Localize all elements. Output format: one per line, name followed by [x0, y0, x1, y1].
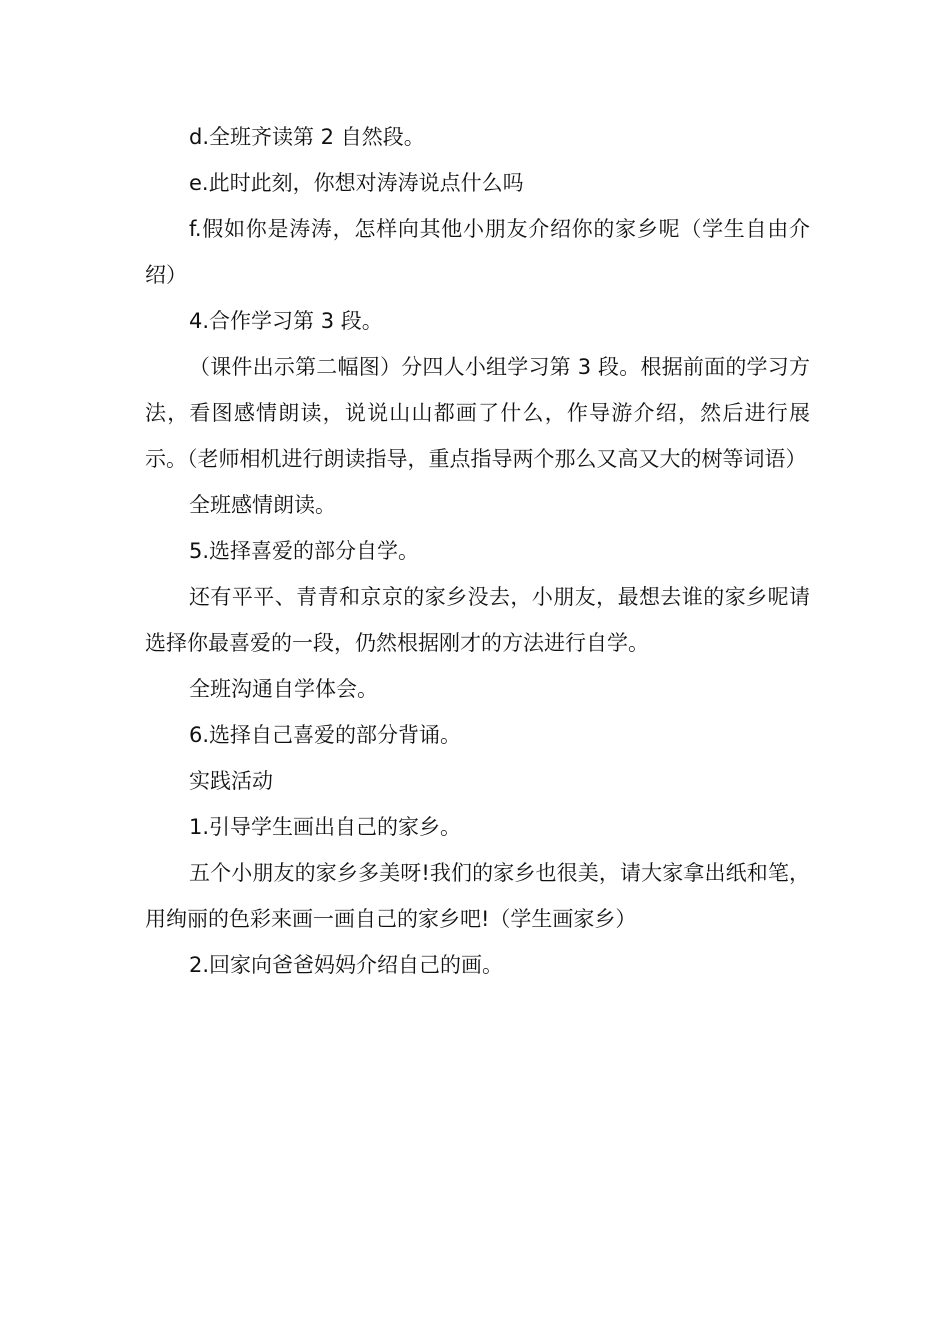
paragraph-section-4-body: （课件出示第二幅图）分四人小组学习第 3 段。根据前面的学习方法，看图感情朗读，说说山山都画了什么，作导游介绍，然后进行展示。（老师相机进行朗读指导，重点指导两个那么又高又大的树等词语） [145, 355, 810, 471]
paragraph-practice-1: 1.引导学生画出自己的家乡。 [189, 815, 462, 839]
paragraph-practice-heading: 实践活动 [189, 769, 273, 793]
paragraph-practice-2: 2.回家向爸爸妈妈介绍自己的画。 [189, 953, 504, 977]
paragraph-class-reading: 全班感情朗读。 [189, 493, 336, 517]
paragraph-section-6: 6.选择自己喜爱的部分背诵。 [189, 723, 462, 747]
paragraph-step-e: e.此时此刻，你想对涛涛说点什么吗 [189, 171, 524, 195]
paragraph-step-d: d.全班齐读第 2 自然段。 [189, 125, 425, 149]
paragraph-section-5: 5.选择喜爱的部分自学。 [189, 539, 420, 563]
paragraph-section-4: 4.合作学习第 3 段。 [189, 309, 383, 333]
paragraph-step-f: f.假如你是涛涛，怎样向其他小朋友介绍你的家乡呢（学生自由介绍） [145, 217, 810, 287]
paragraph-practice-1-body: 五个小朋友的家乡多美呀!我们的家乡也很美，请大家拿出纸和笔，用绚丽的色彩来画一画自己的家乡吧!（学生画家乡） [145, 861, 810, 931]
paragraph-class-sharing: 全班沟通自学体会。 [189, 677, 378, 701]
document-body [145, 114, 810, 988]
paragraph-section-5-body: 还有平平、青青和京京的家乡没去，小朋友，最想去谁的家乡呢请选择你最喜爱的一段，仍然根据刚才的方法进行自学。 [145, 585, 810, 655]
